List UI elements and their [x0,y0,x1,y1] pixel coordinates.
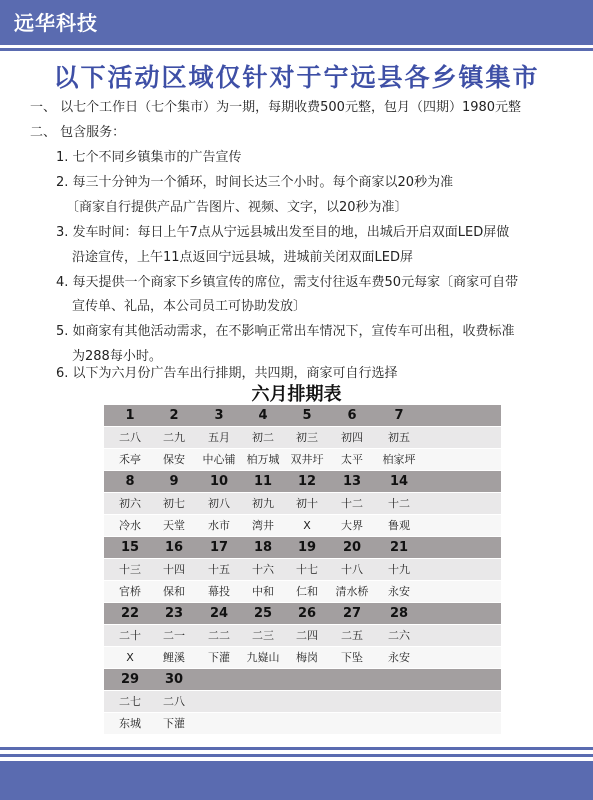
day-number: 25 [253,606,273,621]
schedule-row [104,669,501,690]
lunar-date: 二四 [296,629,318,642]
day-number: 14 [389,474,409,489]
day-number: 29 [120,672,140,687]
schedule-row [104,559,501,580]
place-name: 下坠 [341,651,363,664]
text-line: 3. 发车时间：每日上午7点从宁远县城出发至目的地，出城后开启双面LED屏做 [56,225,510,240]
place-name: 九嶷山 [246,651,280,664]
lunar-date: 五月 [208,431,230,444]
lunar-date: 二八 [119,431,141,444]
text-line: 2. 每三十分钟为一个循环，时间长达三个小时。每个商家以20秒为准 [56,175,454,190]
place-name: 中心铺 [202,453,236,466]
place-name: 鲤溪 [163,651,185,664]
day-number: 9 [169,474,179,489]
schedule-table [104,405,501,735]
day-number: 27 [342,606,362,621]
text-line: 沿途宣传，上午11点返回宁远县城，进城前关闭双面LED屏 [72,250,414,265]
place-name: 太平 [341,453,363,466]
place-name: 清水桥 [335,585,369,598]
place-name: 水市 [208,519,230,532]
day-number: 12 [297,474,317,489]
place-name: 保和 [163,585,185,598]
lunar-date: 初二 [252,431,274,444]
schedule-row [104,713,501,734]
day-number: 19 [297,540,317,555]
place-name: X [126,651,134,664]
lunar-date: 初三 [296,431,318,444]
schedule-row [104,427,501,448]
place-name: X [303,519,311,532]
lunar-date: 初四 [341,431,363,444]
lunar-date: 初九 [252,497,274,510]
place-name: 仁和 [296,585,318,598]
schedule-row [104,493,501,514]
footer-stripe [0,754,593,757]
place-name: 永安 [388,651,410,664]
day-number: 16 [164,540,184,555]
lunar-date: 十四 [163,563,185,576]
day-number: 4 [258,408,268,423]
footer-bar [0,761,593,800]
lunar-date: 初十 [296,497,318,510]
lunar-date: 初八 [208,497,230,510]
lunar-date: 十六 [252,563,274,576]
day-number: 15 [120,540,140,555]
footer-stripe [0,747,593,750]
lunar-date: 十七 [296,563,318,576]
schedule-row [104,449,501,470]
place-name: 官桥 [119,585,141,598]
lunar-date: 二五 [341,629,363,642]
lunar-date: 十三 [119,563,141,576]
day-number: 5 [302,408,312,423]
lunar-date: 二十 [119,629,141,642]
lunar-date: 二二 [208,629,230,642]
place-name: 下灌 [208,651,230,664]
day-number: 30 [164,672,184,687]
text-line: 宣传单、礼品，本公司员工可协助发放〕 [72,299,307,314]
place-name: 保安 [163,453,185,466]
place-name: 下灌 [163,717,185,730]
place-name: 梅岗 [296,651,318,664]
day-number: 17 [209,540,229,555]
text-line: 二、 包含服务： [30,125,126,140]
text-line: 为288每小时。 [72,349,162,364]
day-number: 8 [125,474,135,489]
schedule-row [104,691,501,712]
text-line: 一、 以七个工作日（七个集市）为一期，每期收费500元整，包月（四期）1980元整 [30,100,522,115]
lunar-date: 十二 [388,497,410,510]
lunar-date: 初六 [119,497,141,510]
place-name: 中和 [252,585,274,598]
place-name: 湾井 [252,519,274,532]
day-number: 23 [164,606,184,621]
day-number: 28 [389,606,409,621]
day-number: 21 [389,540,409,555]
schedule-row [104,471,501,492]
text-line: 1. 七个不同乡镇集市的广告宣传 [56,150,242,165]
lunar-date: 十二 [341,497,363,510]
lunar-date: 初五 [388,431,410,444]
lunar-date: 十八 [341,563,363,576]
place-name: 东城 [119,717,141,730]
place-name: 柏家坪 [382,453,416,466]
schedule-row [104,515,501,536]
schedule-row [104,603,501,624]
lunar-date: 初七 [163,497,185,510]
lunar-date: 二六 [388,629,410,642]
day-number: 1 [125,408,135,423]
text-line: 6. 以下为六月份广告车出行排期，共四期，商家可自行选择 [56,366,398,381]
schedule-row [104,625,501,646]
day-number: 11 [253,474,273,489]
lunar-date: 二一 [163,629,185,642]
day-number: 2 [169,408,179,423]
place-name: 幕投 [208,585,230,598]
day-number: 26 [297,606,317,621]
place-name: 永安 [388,585,410,598]
day-number: 7 [394,408,404,423]
schedule-row [104,581,501,602]
day-number: 13 [342,474,362,489]
day-number: 18 [253,540,273,555]
day-number: 6 [347,408,357,423]
place-name: 双井圩 [290,453,324,466]
place-name: 大界 [341,519,363,532]
lunar-date: 十九 [388,563,410,576]
place-name: 禾亭 [119,453,141,466]
text-line: 5. 如商家有其他活动需求，在不影响正常出车情况下，宣传车可出租，收费标准 [56,324,515,339]
schedule-title: 六月排期表 [251,384,342,405]
text-line: 4. 每天提供一个商家下乡镇宣传的席位，需支付往返车费50元每家〔商家可自带 [56,275,519,290]
place-name: 鲁观 [388,519,410,532]
lunar-date: 二七 [119,695,141,708]
page-title: 以下活动区域仅针对于宁远县各乡镇集市 [53,63,540,92]
company-name: 远华科技 [14,11,98,35]
day-number: 10 [209,474,229,489]
lunar-date: 十五 [208,563,230,576]
schedule-row [104,405,501,426]
lunar-date: 二三 [252,629,274,642]
day-number: 3 [214,408,224,423]
place-name: 柏万城 [246,453,280,466]
schedule-row [104,537,501,558]
header-stripe [0,48,593,51]
lunar-date: 二九 [163,431,185,444]
text-line: 〔商家自行提供产品广告图片、视频、文字，以20秒为准〕 [66,200,408,215]
day-number: 22 [120,606,140,621]
lunar-date: 二八 [163,695,185,708]
day-number: 20 [342,540,362,555]
place-name: 冷水 [119,519,141,532]
place-name: 天堂 [163,519,185,532]
schedule-row [104,647,501,668]
day-number: 24 [209,606,229,621]
